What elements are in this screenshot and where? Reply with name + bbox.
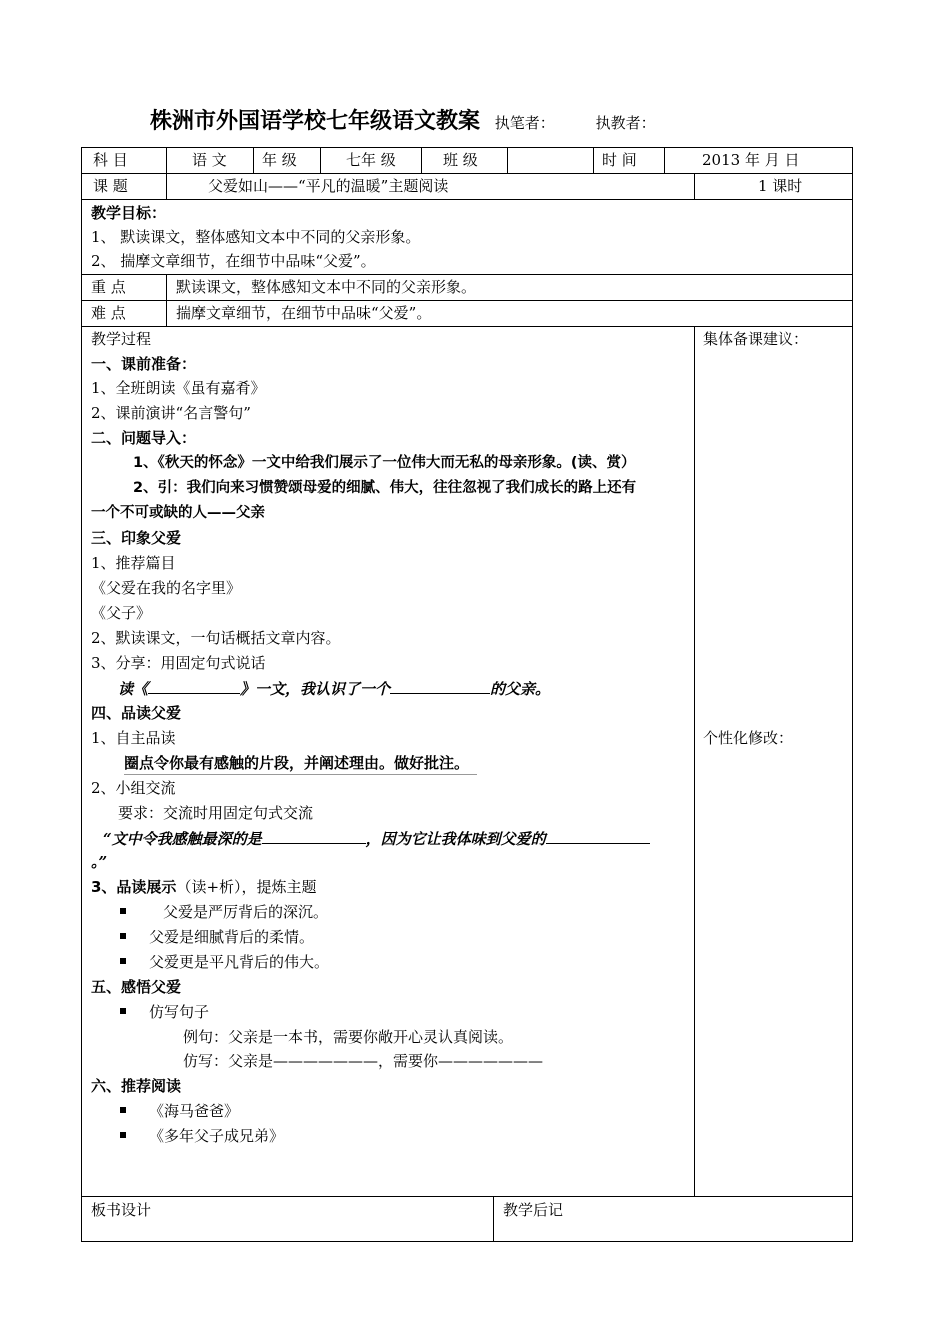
fill-blank <box>546 827 650 844</box>
process-bold-part: 3、品读展示 <box>91 878 177 896</box>
goal-item: 1、 默读课文，整体感知文本中不同的父亲形象。 <box>91 228 421 246</box>
process-line: 一个不可或缺的人——父亲 <box>91 505 265 521</box>
col-divider <box>507 147 508 173</box>
bullet-icon <box>120 1008 126 1014</box>
bullet-item: 父爱是细腻背后的柔情。 <box>149 928 315 946</box>
section-title: 二、问题导入： <box>91 429 197 447</box>
section-title: 三、印象父爱 <box>91 529 182 547</box>
postscript-label: 教学后记 <box>503 1201 564 1219</box>
row-divider <box>81 173 853 174</box>
lesson-hours: 1 课时 <box>758 177 803 195</box>
bullet-icon <box>120 908 126 914</box>
difficulty-label: 难 点 <box>91 304 126 322</box>
col-divider <box>694 173 695 199</box>
process-line: 圈点令你最有感触的片段，并阐述理由。做好批注。 <box>124 752 477 775</box>
col-divider <box>421 147 422 173</box>
process-line: 2、小组交流 <box>91 779 176 797</box>
row-divider <box>81 326 853 327</box>
bullet-item: 《海马爸爸》 <box>149 1102 240 1120</box>
class-label: 班 级 <box>443 151 478 169</box>
row-divider <box>81 274 853 275</box>
fill-blank <box>148 677 240 694</box>
key-point-label: 重 点 <box>91 278 126 296</box>
process-rest-part: （读+析），提炼主题 <box>176 878 317 896</box>
process-line: 2、课前演讲“名言警句” <box>91 404 251 422</box>
process-heading: 教学过程 <box>91 330 152 348</box>
process-line: 《父子》 <box>91 604 152 622</box>
bullet-item: 父爱是严厉背后的深沉。 <box>163 903 329 921</box>
col-divider <box>664 147 665 173</box>
subject-value: 语 文 <box>192 151 227 169</box>
key-point-value: 默读课文，整体感知文本中不同的父亲形象。 <box>176 278 477 296</box>
bullet-icon <box>120 1107 126 1113</box>
fill-in-part: ，因为它让我体味到父爱的 <box>365 830 546 848</box>
section-title: 五、感悟父爱 <box>91 978 182 996</box>
fill-in-sentence <box>103 827 650 850</box>
time-label: 时 间 <box>602 151 637 169</box>
process-line: 1、《秋天的怀念》一文中给我们展示了一位伟大而无私的母亲形象。(读、赏） <box>133 455 636 471</box>
process-line: 3、分享：用固定句式说话 <box>91 654 266 672</box>
process-line: 1、自主品读 <box>91 729 176 747</box>
process-line: 1、全班朗读《虽有嘉肴》 <box>91 379 266 397</box>
fill-in-part: 读《 <box>118 680 149 698</box>
process-line <box>91 876 317 898</box>
section-title: 一、课前准备： <box>91 355 197 373</box>
col-divider <box>493 1196 494 1242</box>
fill-in-part: “文中令我感触最深的是 <box>103 830 262 848</box>
process-line: 2、默读课文，一句话概括文章内容。 <box>91 629 341 647</box>
bullet-item: 仿写句子 <box>149 1003 210 1021</box>
personal-revision-label: 个性化修改： <box>703 729 794 747</box>
fill-blank <box>390 677 490 694</box>
process-line: 《父爱在我的名字里》 <box>91 579 242 597</box>
fill-in-sentence <box>118 677 550 700</box>
page-title: 株洲市外国语学校七年级语文教案 <box>150 109 481 134</box>
process-line: 1、推荐篇目 <box>91 554 176 572</box>
row-divider <box>81 199 853 200</box>
collective-suggestion-label: 集体备课建议： <box>703 330 809 348</box>
topic-label: 课 题 <box>93 177 128 195</box>
col-divider <box>593 147 594 173</box>
bullet-icon <box>120 1132 126 1138</box>
row-divider <box>81 300 853 301</box>
col-divider <box>166 274 167 326</box>
bullet-icon <box>120 958 126 964</box>
board-design-label: 板书设计 <box>91 1201 152 1219</box>
bullet-item: 《多年父子成兄弟》 <box>149 1127 285 1145</box>
writer-label: 执笔者： <box>494 114 555 132</box>
goals-heading: 教学目标： <box>91 204 167 222</box>
col-divider <box>694 326 695 1196</box>
process-line: 2、引：我们向来习惯赞颂母爱的细腻、伟大，往往忽视了我们成长的路上还有 <box>133 480 637 496</box>
process-line: 要求：交流时用固定句式交流 <box>118 804 314 822</box>
page-title-row <box>150 104 656 135</box>
topic-value: 父爱如山——“平凡的温暖”主题阅读 <box>208 177 449 195</box>
teacher-label: 执教者： <box>595 114 656 132</box>
col-divider <box>320 147 321 173</box>
col-divider <box>166 173 167 199</box>
col-divider <box>166 147 167 173</box>
row-divider <box>81 1196 853 1197</box>
grade-label: 年 级 <box>262 151 297 169</box>
bullet-item: 父爱更是平凡背后的伟大。 <box>149 953 330 971</box>
fill-in-part: 》一文，我认识了一个 <box>240 680 391 698</box>
bullet-icon <box>120 933 126 939</box>
process-line: 仿写：父亲是———————，需要你——————— <box>183 1052 544 1070</box>
time-value: 2013 年 月 日 <box>702 151 800 169</box>
col-divider <box>253 147 254 173</box>
section-title: 四、品读父爱 <box>91 704 182 722</box>
fill-in-part: 。” <box>91 853 108 871</box>
fill-in-part: 的父亲。 <box>490 680 551 698</box>
section-title: 六、推荐阅读 <box>91 1077 182 1095</box>
grade-value: 七年 级 <box>346 151 396 169</box>
difficulty-value: 揣摩文章细节，在细节中品味“父爱”。 <box>176 304 432 322</box>
goal-item: 2、 揣摩文章细节，在细节中品味“父爱”。 <box>91 252 376 270</box>
subject-label: 科 目 <box>93 151 128 169</box>
process-line: 例句：父亲是一本书，需要你敞开心灵认真阅读。 <box>183 1028 514 1046</box>
fill-blank <box>262 827 366 844</box>
